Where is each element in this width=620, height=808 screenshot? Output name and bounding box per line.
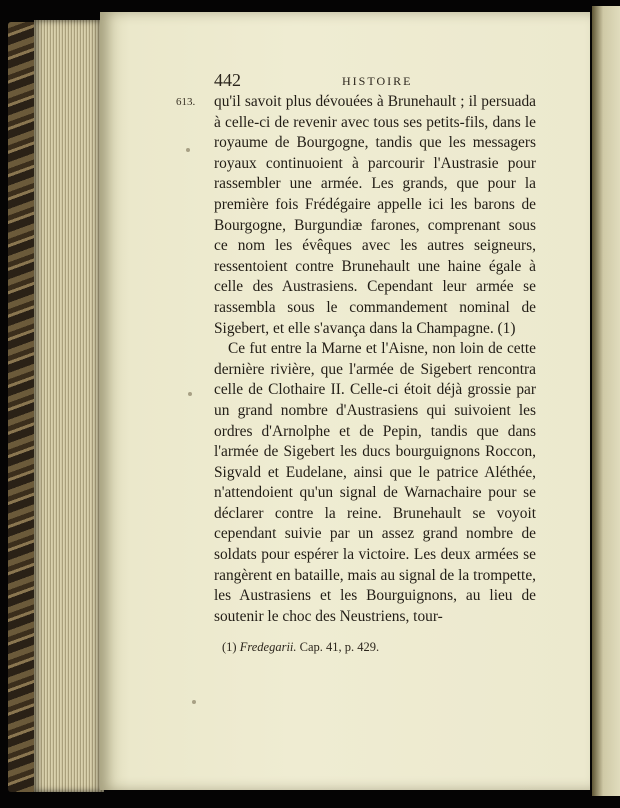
page-edges [34, 20, 104, 792]
paper-spot [186, 148, 190, 152]
paper-spot [192, 700, 196, 704]
facing-page-edge [592, 6, 620, 796]
footnote-reference: Cap. 41, p. 429. [299, 640, 380, 654]
page-number: 442 [214, 70, 241, 90]
paper-spot [188, 392, 192, 396]
footnote [222, 640, 522, 655]
footnote-marker: (1) [222, 640, 237, 654]
footnote-work: Fredegarii. [239, 640, 297, 654]
paragraph: qu'il savoit plus dévouées à Brunehault ; il persuada à celle-ci de revenir avec tous ses petits-fils, dans le royaume de Bourgogne, tandis que les messagers royaux continuoient à parcourir l'Austrasie pour rassembler une armée. Les grands, que pour la première fois Frédégaire appelle ici les barons de Bourgogne, Burgundiæ farones, comprenant sous ce nom les évêques avec les autres seigneurs, ressentoient contre Brunehault une haine égale à celle des Austrasiens. Cependant leur armée se rassembla sous le commandement nominal de Sigebert, et elle s'avança dans la Champagne. (1) [214, 93, 536, 337]
paragraph: Ce fut entre la Marne et l'Aisne, non loin de cette dernière rivière, que l'armée de Sigebert rencontra celle de Clothaire II. Celle-ci étoit déjà grossie par un grand nombre d'Austrasiens qui suivoient les ordres d'Arnolphe et de Pepin, tandis que dans l'armée de Sigebert les ducs bourguignons Roccon, Sigvald et Eudelane, ainsi que le patrice Aléthée, n'attendoient qu'un signal de Warnachaire pour se déclarer contre la reine. Brunehault se voyoit cependant suivie par un assez grand nombre de soldats pour espérer la victoire. Les deux armées se rangèrent en bataille, mais au signal de la trompette, les Austrasiens et les Bourguignons, au lieu de soutenir le choc des Neustriens, tour- [214, 340, 536, 625]
page-header [214, 70, 536, 94]
margin-year-note: 613. [176, 96, 196, 108]
running-title: HISTOIRE [342, 74, 413, 88]
body-text [214, 92, 536, 627]
